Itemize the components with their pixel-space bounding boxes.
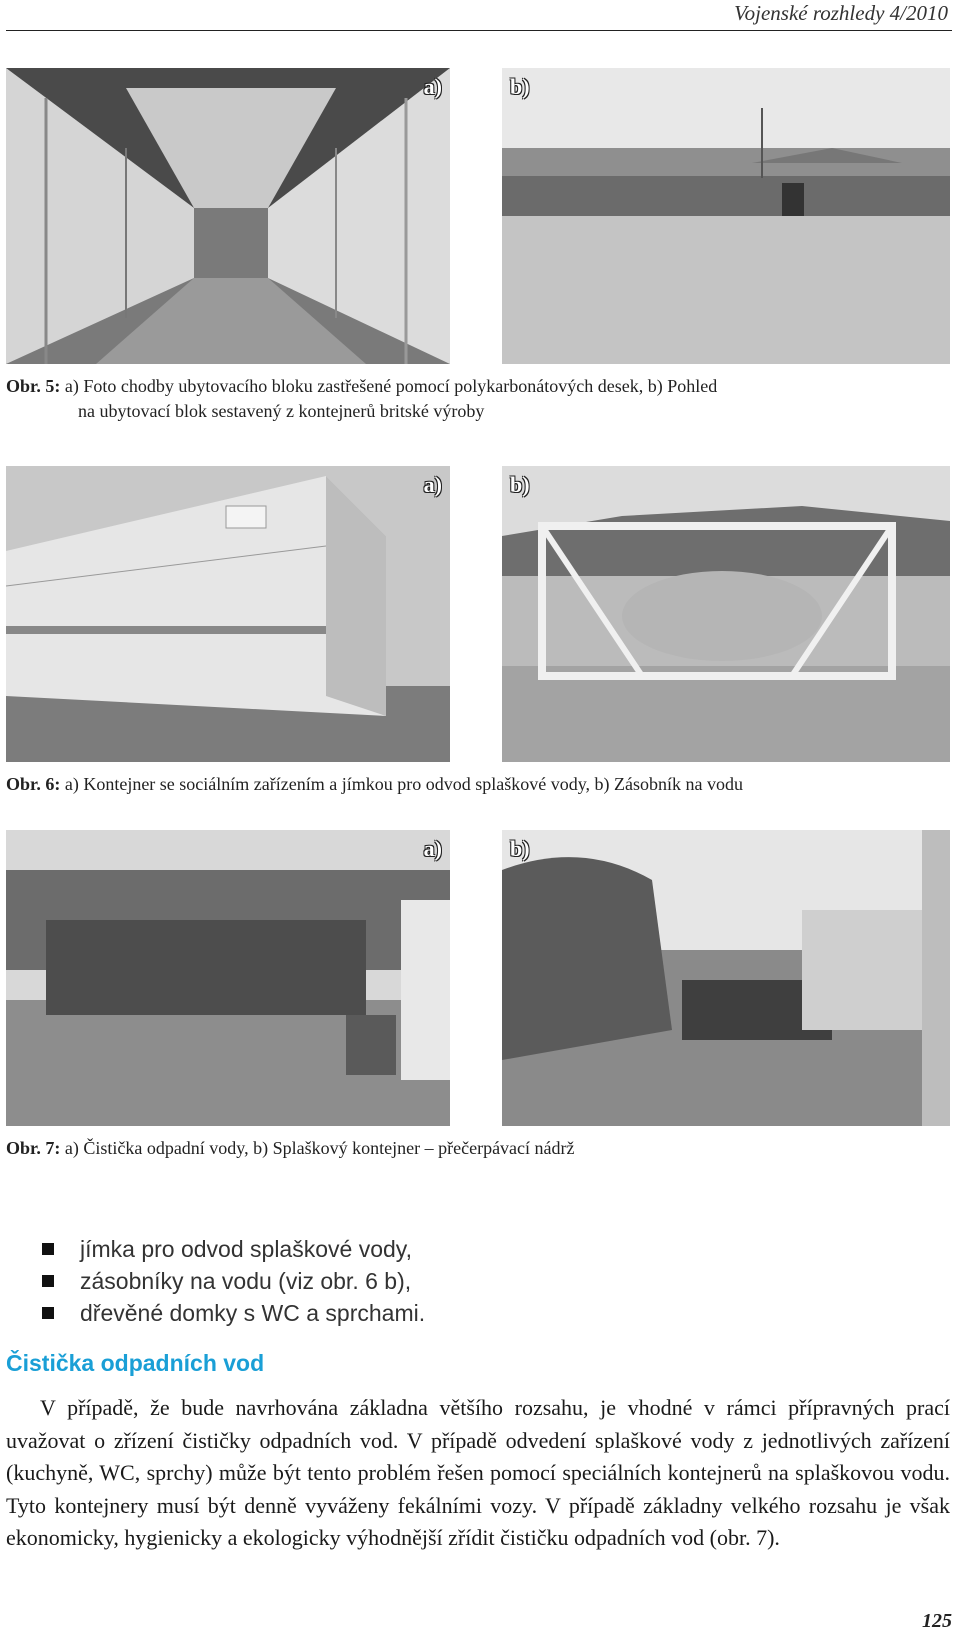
figure-6-caption (6, 772, 906, 797)
panel-label-b: b) (510, 836, 530, 861)
panel-label-b: b) (510, 74, 530, 99)
figure-5-caption (6, 374, 906, 424)
fig5a-corridor-photo (6, 68, 450, 364)
journal-title: Vojenské rozhledy 4/2010 (734, 1, 948, 25)
caption-number: Obr. 7: (6, 1138, 61, 1158)
caption-number: Obr. 6: (6, 774, 61, 794)
panel-label-a: a) (423, 472, 442, 497)
bullet-square-icon (42, 1307, 54, 1319)
list-item: zásobníky na vodu (viz obr. 6 b), (40, 1265, 425, 1297)
panel-label-b: b) (510, 472, 530, 497)
fig7b-sewage-container-photo (502, 830, 950, 1126)
figure-7-caption (6, 1136, 906, 1161)
fig6a-sanitary-container-photo (6, 466, 450, 762)
caption-number: Obr. 5: (6, 376, 61, 396)
body-paragraph: V případě, že bude navrhována základna většího rozsahu, je vhodné v rámci přípravných prací uvažovat o zřízení čističky odpadních vod. V případě odvedení splaškové vody z jednotlivých zařízení (kuchyně, WC, sprchy) může být tento problém řešen pomocí speciálních kontejnerů na splaškovou vodu. Tyto kontejnery musí být denně vyváženy fekálními vozy. V případě základny velkého rozsahu je však ekonomicky, hygienicky a ekologicky výhodnější zřídit čističku odpadních vod (obr. 7). (6, 1395, 950, 1550)
fig7a-wastewater-plant-photo (6, 830, 450, 1126)
facility-bullet-list (40, 1233, 425, 1329)
bullet-square-icon (42, 1243, 54, 1255)
caption-text: a) Čistička odpadní vody, b) Splaškový kontejner – přečerpávací nádrž (64, 1138, 575, 1158)
bullet-square-icon (42, 1275, 54, 1287)
page-number: 125 (922, 1610, 952, 1632)
fig6b-water-tank-photo (502, 466, 950, 762)
caption-text-cont: na ubytovací blok sestavený z kontejnerů britské výroby (78, 401, 485, 421)
list-item: jímka pro odvod splaškové vody, (40, 1233, 425, 1265)
caption-text: a) Foto chodby ubytovacího bloku zastřešené pomocí polykarbonátových desek, b) Pohled (64, 376, 718, 396)
section-heading: Čistička odpadních vod (6, 1350, 265, 1376)
list-item: dřevěné domky s WC a sprchami. (40, 1297, 425, 1329)
fig5b-accommodation-block-photo (502, 68, 950, 364)
panel-label-a: a) (423, 74, 442, 99)
panel-label-a: a) (423, 836, 442, 861)
caption-text: a) Kontejner se sociálním zařízením a jímkou pro odvod splaškové vody, b) Zásobník na vodu (64, 774, 744, 794)
running-header (6, 0, 952, 31)
